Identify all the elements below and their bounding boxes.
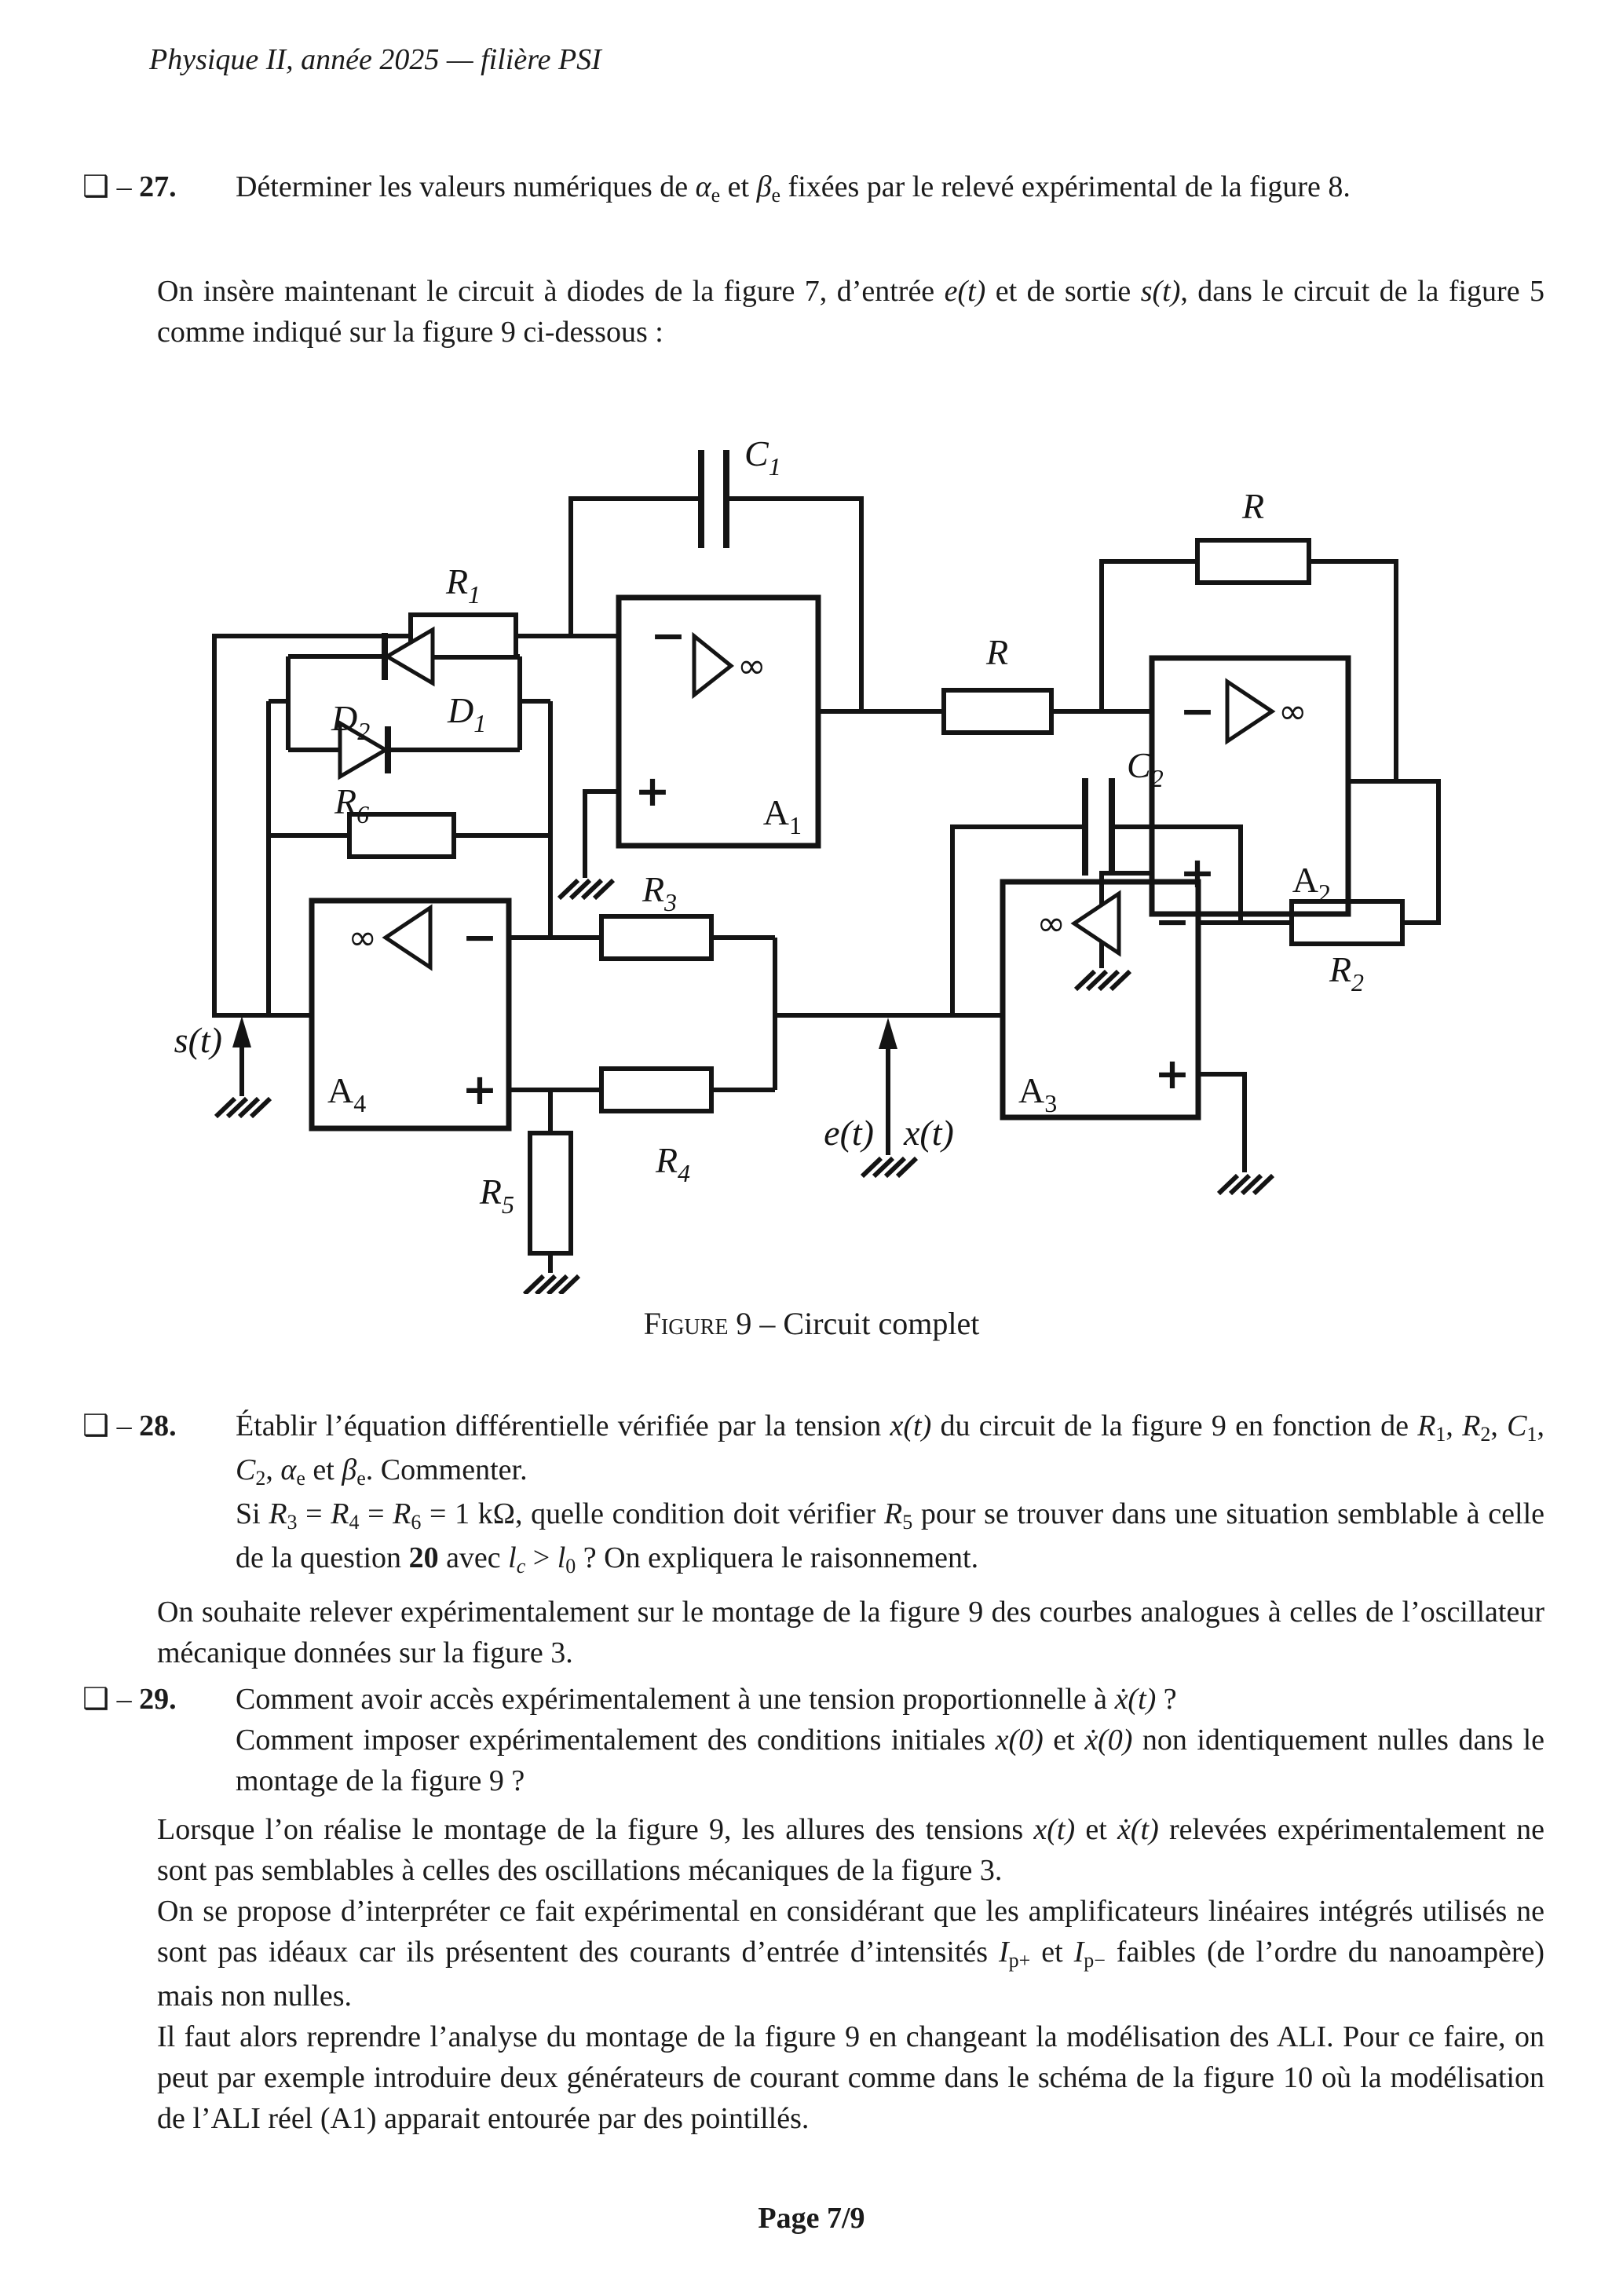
label-r2: $R_2$ bbox=[1329, 949, 1365, 996]
question-29-paragraph-1: Comment avoir accès expérimentalement à une tension proportionnelle à ẋ(t) ? bbox=[236, 1683, 1177, 1716]
figure-9-circuit-diagram bbox=[145, 383, 1464, 1294]
resistor-r-series bbox=[944, 690, 1051, 733]
question-28-text bbox=[236, 1406, 1544, 1581]
ground-icon bbox=[1076, 971, 1130, 989]
arrow-up-icon bbox=[879, 1018, 897, 1049]
question-28-marker: ❑ – 28. bbox=[82, 1409, 177, 1442]
minus-input-icon: − bbox=[1179, 686, 1215, 736]
opamp-a4 bbox=[312, 901, 509, 1128]
ground-icon bbox=[525, 1276, 579, 1294]
opamp-a3 bbox=[1003, 882, 1198, 1117]
minus-input-icon: − bbox=[1154, 897, 1190, 946]
closing-paragraph-2: On se propose d’interpréter ce fait expérimental en considérant que les amplificateurs linéaires intégrés utilisés ne sont pas idéaux car ils présentent des courants d’entrée d’intensités Ip+ et Ip− faibles (de l’ordre du nanoampère) mais non nulles. bbox=[157, 1895, 1545, 2013]
label-r-feedback: R bbox=[1241, 486, 1265, 526]
label-d1: $D_1$ bbox=[448, 690, 487, 737]
resistor-r5 bbox=[530, 1133, 571, 1253]
ground-icon bbox=[216, 1099, 270, 1117]
closing-paragraphs bbox=[157, 1809, 1544, 2139]
label-a1: $A_1$ bbox=[762, 792, 802, 839]
ground-icon bbox=[1219, 1175, 1273, 1194]
minus-input-icon: − bbox=[650, 611, 686, 660]
plus-input-icon: + bbox=[1179, 848, 1215, 898]
paragraph-wish: On souhaite relever expérimentalement sur le montage de la figure 9 des courbes analogues à celles de l’oscillateur mécanique données sur la figure 3. bbox=[157, 1596, 1544, 1669]
plus-input-icon: + bbox=[1154, 1049, 1190, 1099]
label-et: e(t) bbox=[824, 1113, 874, 1153]
plus-input-icon: + bbox=[634, 766, 671, 816]
label-r5: $R_5$ bbox=[479, 1172, 514, 1219]
wire bbox=[214, 499, 1438, 1273]
minus-input-icon: − bbox=[462, 912, 498, 962]
ground-icon bbox=[862, 1158, 916, 1176]
question-28-paragraph-1: Établir l’équation différentielle vérifiée par la tension x(t) du circuit de la figure 9 en fonction de R1, R2, C1, C2, αe et βe. Commenter. bbox=[236, 1409, 1545, 1490]
label-r1: $R_1$ bbox=[445, 561, 481, 609]
figure-9-caption: Figure 9 – Circuit complet bbox=[643, 1306, 980, 1341]
label-st: s(t) bbox=[174, 1020, 222, 1060]
ground-icon bbox=[559, 880, 613, 898]
question-27-marker: ❑ – 27. bbox=[82, 170, 177, 203]
page-number: Page 7/9 bbox=[758, 2202, 865, 2235]
label-c1: $C_1$ bbox=[744, 433, 781, 481]
question-29-paragraph-2: Comment imposer expérimentalement des conditions initiales x(0) et ẋ(0) non identiquement nulles dans le montage de la figure 9 ? bbox=[236, 1724, 1544, 1797]
question-28 bbox=[82, 1406, 1544, 1581]
capacitor-c1 bbox=[701, 450, 726, 548]
page-header: Physique II, année 2025 — filière PSI bbox=[149, 43, 601, 76]
question-29 bbox=[82, 1679, 1544, 1801]
resistor-r-feedback bbox=[1197, 540, 1309, 583]
label-xt: x(t) bbox=[904, 1113, 954, 1153]
arrow-up-icon bbox=[232, 1016, 251, 1047]
closing-paragraph-3: Il faut alors reprendre l’analyse du montage de la figure 9 en changeant la modélisation des ALI. Pour ce faire, on peut par exemple introduire deux générateurs de courant comme dans le schéma de la figure 10 où la modélisation de l’ALI réel (A1) apparait entourée par des pointillés. bbox=[157, 2020, 1544, 2135]
question-27-text: Déterminer les valeurs numériques de αe et βe fixées par le relevé expérimental de la figure 8. bbox=[236, 170, 1351, 207]
paragraph-insert-circuit: On insère maintenant le circuit à diodes de la figure 7, d’entrée e(t) et de sortie s(t), dans le circuit de la figure 5 comme indiqué sur la figure 9 ci-dessous : bbox=[157, 275, 1544, 349]
question-28-paragraph-2: Si R3 = R4 = R6 = 1 kΩ, quelle condition doit vérifier R5 pour se trouver dans une situation semblable à celle de la question 20 avec lc > l0 ? On expliquera le raisonnement. bbox=[236, 1497, 1544, 1578]
label-a2: $A_2$ bbox=[1292, 860, 1331, 907]
question-29-marker: ❑ – 29. bbox=[82, 1683, 177, 1716]
infinity-gain-icon: ∞ bbox=[1036, 904, 1066, 944]
closing-paragraph-1: Lorsque l’on réalise le montage de la figure 9, les allures des tensions x(t) et ẋ(t) relevées expérimentalement ne sont pas semblables à celles des oscillations mécaniques de la figure 3. bbox=[157, 1813, 1544, 1887]
infinity-gain-icon: ∞ bbox=[737, 646, 766, 686]
label-r-series: R bbox=[985, 632, 1009, 672]
label-r6: $R_6$ bbox=[334, 781, 370, 828]
plus-input-icon: + bbox=[462, 1065, 498, 1114]
resistor-r3 bbox=[601, 916, 711, 959]
label-a3: $A_3$ bbox=[1018, 1070, 1058, 1117]
label-c2: $C_2$ bbox=[1127, 745, 1164, 792]
resistor-r4 bbox=[601, 1069, 711, 1111]
label-r4: $R_4$ bbox=[655, 1140, 691, 1187]
circuit-wires bbox=[214, 499, 1438, 1273]
infinity-gain-icon: ∞ bbox=[1278, 692, 1307, 732]
label-d2: $D_2$ bbox=[331, 698, 371, 745]
label-a4: $A_4$ bbox=[327, 1070, 367, 1117]
infinity-gain-icon: ∞ bbox=[348, 918, 377, 958]
capacitor-c2 bbox=[1085, 778, 1112, 876]
question-27 bbox=[82, 166, 1544, 210]
question-29-text bbox=[236, 1679, 1544, 1801]
opamp-a2 bbox=[1152, 658, 1348, 914]
label-r3: $R_3$ bbox=[642, 869, 678, 916]
opamp-a1 bbox=[619, 598, 818, 846]
